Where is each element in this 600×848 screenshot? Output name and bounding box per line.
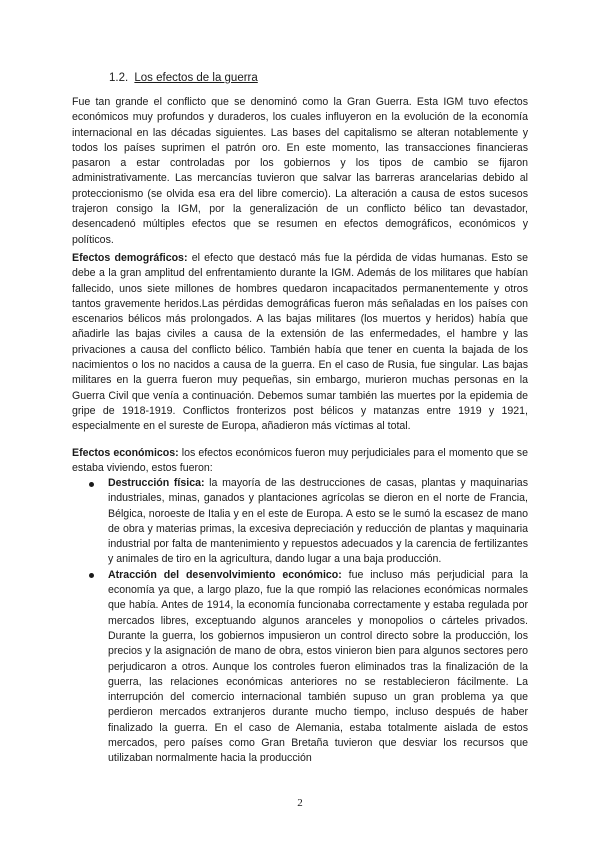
- bullet-icon: [89, 482, 94, 487]
- demographic-text: el efecto que destacó más fue la pérdida de vidas humanas. Esto se debe a la gran amplitud del enfrentamiento durante la IGM. Además de los militares que habían fallecido, unos siete millones de hombres quedaron incapacitados permanentemente y otros tantos gravemente heridos.Las pérdidas demográficas fueron más señaladas en los países con escenarios bélicos más prolongados. A las bajas militares (los muertos y heridos) había que añadirle las bajas civiles a causa de la extensión de las enfermedades, el hambre y las privaciones a causa del conflicto bélico. También había que tener en cuenta la bajada de los nacimientos o los no nacidos a causa de la guerra. En el caso de Rusia, fue singular. Las bajas militares en la guerra fueron muy pequeñas, sin embargo, murieron muchas personas en la Guerra Civil que venía a continuación. Debemos sumar también las muertes por la epidemia de gripe de 1918-1919. Conflictos fronterizos post bélicos y matanzas entre 1919 y 1921, especialmente en el sureste de Europa, añadieron más víctimas al total.: [72, 252, 528, 433]
- page-number: 2: [297, 797, 303, 809]
- economic-lead: Efectos económicos:: [72, 447, 179, 459]
- list-item-lead: Destrucción física:: [108, 477, 205, 489]
- section-heading: [109, 72, 258, 84]
- list-item: [72, 476, 528, 568]
- economic-paragraph: [72, 446, 528, 477]
- bullet-icon: [89, 573, 94, 578]
- list-item-text: la mayoría de las destrucciones de casas, plantas y maquinarias industriales, minas, ganados y plantaciones agrícolas se dieron en el norte de Francia, Bélgica, noroeste de Italia y en el este de Europa. A esto se le sumó la escasez de mano de obra y materias primas, la excesiva depreciación y reducción de plantas y maquinaria industrial por falta de mantenimiento y repuestos adecuados y la carencia de fertilizantes y animales de tiro en la agricultura, dando lugar a una baja producción.: [108, 477, 528, 566]
- intro-paragraph: Fue tan grande el conflicto que se denominó como la Gran Guerra. Esta IGM tuvo efectos económicos muy profundos y duraderos, los cuales influyeron en la evolución de la economía internacional en las décadas siguientes. Las bases del capitalismo se alteran notablemente y todos los países suprimen el patrón oro. En este momento, las transacciones financieras pasaron a estar controladas por los gobiernos y los tipos de cambio se fijaron administrativamente. Las mercancías tuvieron que salvar las barreras arancelarias debido al proteccionismo (se olvida esa era del libre comercio). La alteración a causa de estos sucesos trajeron consigo la IGM, por la generalización de un conflicto bélico tan devastador, desencadenó múltiples efectos que se resumen en efectos demográficos, económicos y políticos.: [72, 96, 528, 246]
- list-item: [72, 568, 528, 767]
- list-item-text: fue incluso más perjudicial para la economía ya que, a largo plazo, fue la que rompió las relaciones económicas normales que había. Antes de 1914, la economía funcionaba correctamente y estaba regulada por mercados libres, exceptuando algunos aranceles y monopolios o cárteles privados. Durante la guerra, los gobiernos impusieron un control directo sobre la producción, los precios y la asignación de mano de obra, estos vinieron bien para algunos sectores pero perjudicaron a otros. Aunque los controles fueron eliminados tras la finalización de la guerra, las relaciones económicas anteriores no se restablecieron fácilmente. La interrupción del comercio internacional también supuso un gran problema ya que perdieron mercados extranjeros durante mucho tiempo, incluso después de haber finalizado la guerra. En el caso de Alemania, estaba totalmente aislada de estos mercados, pero países como Gran Bretaña tuvieron que desviar los recursos que utilizaban normalmente hacia la producción: [108, 568, 528, 765]
- section-title: Los efectos de la guerra: [134, 72, 258, 84]
- demographic-paragraph: [72, 251, 528, 435]
- economic-text: los efectos económicos fueron muy perjudiciales para el momento que se estaba viviendo, estos fueron:: [72, 447, 528, 475]
- economic-effects-list: [72, 476, 528, 767]
- section-number: 1.2.: [109, 72, 129, 84]
- list-item-lead: Atracción del desenvolvimiento económico:: [108, 568, 342, 581]
- demographic-lead: Efectos demográficos:: [72, 252, 188, 264]
